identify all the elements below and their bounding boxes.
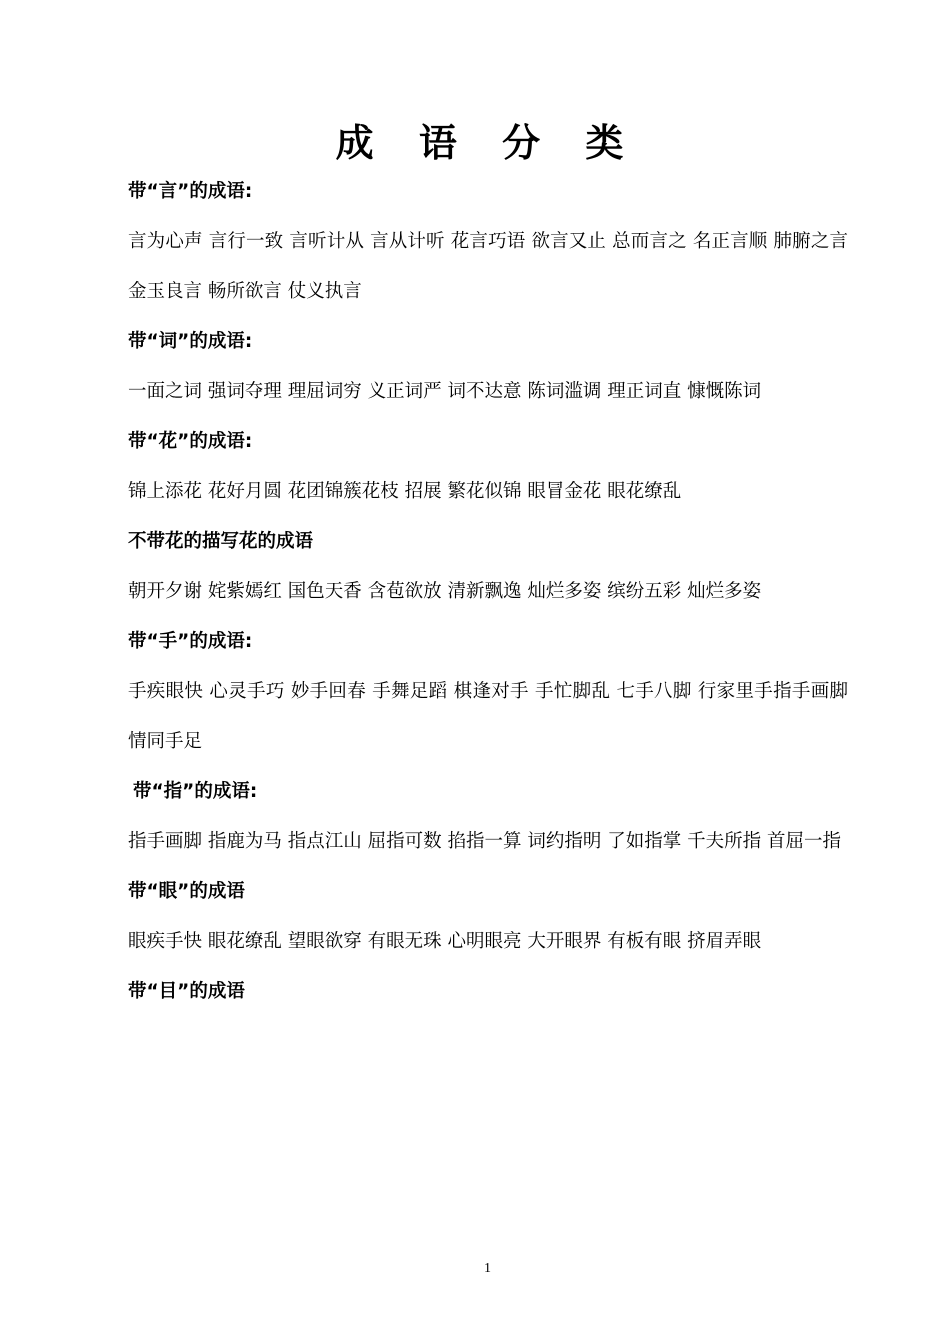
- section-text-shou: 手疾眼快 心灵手巧 妙手回春 手舞足蹈 棋逢对手 手忙脚乱 七手八脚 行家里手指手画脚 情同手足: [128, 681, 848, 752]
- section-text-yan-eye: 眼疾手快 眼花缭乱 望眼欲穿 有眼无珠 心明眼亮 大开眼界 有板有眼 挤眉弄眼: [128, 931, 762, 952]
- section-heading-ci: 带“词”的成语:: [128, 331, 253, 352]
- section-heading-shou: 带“手”的成语:: [128, 631, 253, 652]
- section-heading-yan: 带“言”的成语:: [128, 181, 253, 202]
- idiom-category-list: [128, 167, 848, 1017]
- section-heading-yan-eye: 带“眼”的成语: [128, 881, 245, 902]
- section-text-flower-description: 朝开夕谢 姹紫嫣红 国色天香 含苞欲放 清新飘逸 灿烂多姿 缤纷五彩 灿烂多姿: [128, 581, 762, 602]
- section-heading-hua: 带“花”的成语:: [128, 431, 253, 452]
- page-number: 1: [484, 1261, 491, 1276]
- section-heading-mu: 带“目”的成语: [128, 981, 245, 1002]
- page-title: 成 语 分 类: [335, 121, 640, 165]
- section-text-yan: 言为心声 言行一致 言听计从 言从计听 花言巧语 欲言又止 总而言之 名正言顺 肺腑之言 金玉良言 畅所欲言 仗义执言: [128, 231, 848, 302]
- section-text-hua: 锦上添花 花好月圆 花团锦簇花枝 招展 繁花似锦 眼冒金花 眼花缭乱: [128, 481, 682, 502]
- section-text-zhi: 指手画脚 指鹿为马 指点江山 屈指可数 掐指一算 词约指明 了如指掌 千夫所指 首屈一指: [128, 831, 842, 852]
- section-heading-flower-description: 不带花的描写花的成语: [128, 531, 314, 552]
- section-heading-zhi: 带“指”的成语:: [133, 781, 258, 802]
- section-text-ci: 一面之词 强词夺理 理屈词穷 义正词严 词不达意 陈词滥调 理正词直 慷慨陈词: [128, 381, 762, 402]
